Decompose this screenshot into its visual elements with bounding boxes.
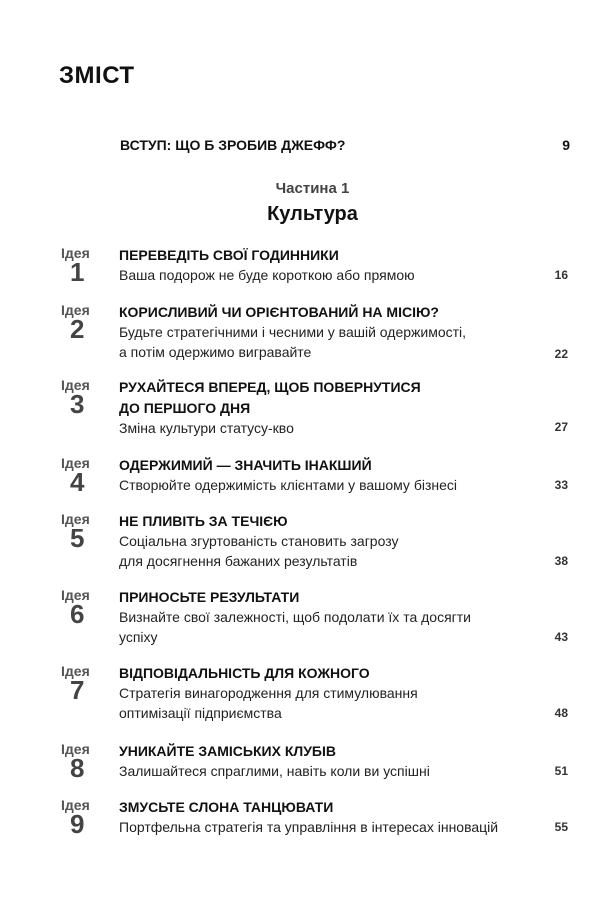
idea-word: Ідея — [61, 663, 90, 679]
intro-entry[interactable] — [120, 137, 570, 153]
idea-subtitle: Портфельна стратегія та управління в інтересах інновацій — [119, 819, 499, 835]
idea-entry[interactable] — [0, 741, 600, 801]
idea-subtitle: Ваша подорож не буде короткою або прямою — [119, 267, 415, 283]
idea-entry[interactable] — [0, 377, 600, 437]
idea-number: 5 — [70, 523, 85, 553]
idea-word: Ідея — [61, 245, 90, 261]
intro-title: ВСТУП: ЩО Б ЗРОБИВ ДЖЕФФ? — [120, 137, 346, 153]
idea-subtitle: Соціальна згуртованість становить загрозу для досягнення бажаних результатів — [119, 533, 399, 569]
idea-entry[interactable] — [0, 663, 600, 723]
idea-title: ВІДПОВІДАЛЬНІСТЬ ДЛЯ КОЖНОГО — [119, 665, 370, 681]
idea-page-number: 43 — [554, 630, 568, 644]
intro-page-number: 9 — [562, 137, 570, 153]
idea-page-number: 38 — [554, 554, 568, 568]
idea-entry[interactable] — [0, 302, 600, 362]
idea-subtitle: Залишайтеся спраглими, навіть коли ви успішні — [119, 763, 430, 779]
idea-word: Ідея — [61, 511, 90, 527]
idea-title: ПРИНОСЬТЕ РЕЗУЛЬТАТИ — [119, 589, 300, 605]
idea-word: Ідея — [61, 741, 90, 757]
idea-entry[interactable] — [0, 797, 600, 857]
idea-subtitle: Зміна культури статусу-кво — [119, 420, 294, 436]
idea-entry[interactable] — [0, 587, 600, 647]
idea-word: Ідея — [61, 797, 90, 813]
idea-word: Ідея — [61, 302, 90, 318]
idea-page-number: 48 — [554, 706, 568, 720]
idea-number: 1 — [70, 257, 85, 287]
idea-subtitle: Стратегія винагородження для стимулювання оптимізації підприємства — [119, 685, 418, 721]
part-title: Культура — [267, 203, 358, 225]
idea-word: Ідея — [61, 377, 90, 393]
idea-number: 3 — [70, 389, 85, 419]
idea-number: 4 — [70, 467, 85, 497]
idea-entry[interactable] — [0, 455, 600, 515]
page-title: ЗМІСТ — [59, 62, 135, 89]
idea-entry[interactable] — [0, 245, 600, 305]
idea-number: 8 — [70, 753, 85, 783]
idea-subtitle: Визнайте свої залежності, щоб подолати їх та досягти успіху — [119, 609, 471, 645]
idea-number: 9 — [70, 809, 85, 839]
idea-page-number: 55 — [554, 820, 568, 834]
idea-page-number: 16 — [554, 268, 568, 282]
part-label: Частина 1 — [275, 180, 350, 197]
idea-title: ОДЕРЖИМИЙ — ЗНАЧИТЬ ІНАКШИЙ — [119, 457, 372, 473]
idea-word: Ідея — [61, 587, 90, 603]
idea-page-number: 27 — [554, 420, 568, 434]
idea-subtitle: Створюйте одержимість клієнтами у вашому бізнесі — [119, 477, 457, 493]
idea-title: ПЕРЕВЕДІТЬ СВОЇ ГОДИННИКИ — [119, 247, 339, 263]
idea-title: УНИКАЙТЕ ЗАМІСЬКИХ КЛУБІВ — [119, 743, 336, 759]
idea-title: ЗМУСЬТЕ СЛОНА ТАНЦЮВАТИ — [119, 799, 334, 815]
idea-title: РУХАЙТЕСЯ ВПЕРЕД, ЩОБ ПОВЕРНУТИСЯ ДО ПЕРШОГО ДНЯ — [119, 379, 421, 416]
idea-subtitle: Будьте стратегічними і чесними у вашій одержимості, а потім одержимо вигравайте — [119, 324, 467, 360]
idea-page-number: 33 — [554, 478, 568, 492]
idea-title: КОРИСЛИВИЙ ЧИ ОРІЄНТОВАНИЙ НА МІСІЮ? — [119, 304, 439, 320]
idea-entry[interactable] — [0, 511, 600, 571]
idea-word: Ідея — [61, 455, 90, 471]
idea-title: НЕ ПЛИВІТЬ ЗА ТЕЧІЄЮ — [119, 513, 288, 529]
idea-number: 6 — [70, 599, 85, 629]
idea-page-number: 51 — [554, 764, 568, 778]
idea-number: 2 — [70, 314, 85, 344]
idea-page-number: 22 — [554, 347, 568, 361]
idea-number: 7 — [70, 675, 85, 705]
